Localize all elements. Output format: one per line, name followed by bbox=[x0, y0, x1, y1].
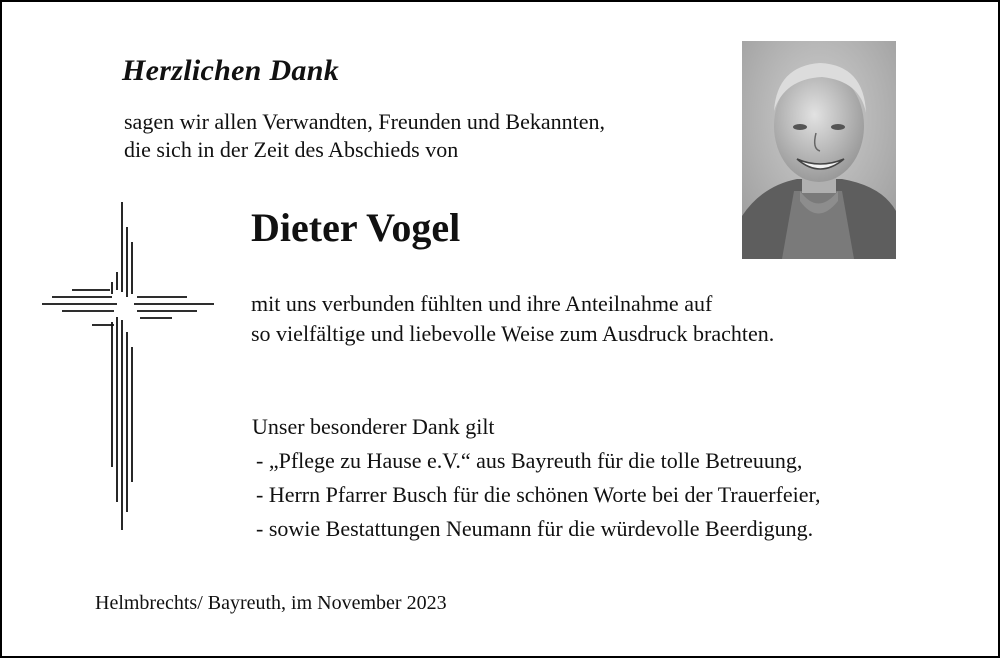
portrait-photo bbox=[742, 41, 896, 259]
heading: Herzlichen Dank bbox=[122, 54, 340, 87]
intro-text bbox=[124, 108, 605, 164]
special-thanks bbox=[252, 410, 820, 546]
special-thanks-heading: Unser besonderer Dank gilt bbox=[252, 414, 495, 439]
thanks-line: mit uns verbunden fühlten und ihre Anteilnahme auf bbox=[251, 291, 713, 316]
special-thanks-item: - Herrn Pfarrer Busch für die schönen Worte bei der Trauerfeier, bbox=[256, 482, 821, 507]
thanks-text bbox=[251, 289, 774, 349]
special-thanks-item: - sowie Bestattungen Neumann für die würdevolle Beerdigung. bbox=[256, 516, 814, 541]
thanks-line: so vielfältige und liebevolle Weise zum Ausdruck brachten. bbox=[251, 321, 775, 346]
place-date: Helmbrechts/ Bayreuth, im November 2023 bbox=[95, 592, 447, 614]
intro-line: sagen wir allen Verwandten, Freunden und Bekannten, bbox=[124, 109, 606, 134]
intro-line: die sich in der Zeit des Abschieds von bbox=[124, 137, 459, 162]
special-thanks-item: - „Pflege zu Hause e.V.“ aus Bayreuth für die tolle Betreuung, bbox=[256, 448, 803, 473]
portrait-image bbox=[742, 41, 896, 259]
deceased-name: Dieter Vogel bbox=[251, 205, 461, 250]
cross-icon bbox=[42, 202, 222, 537]
